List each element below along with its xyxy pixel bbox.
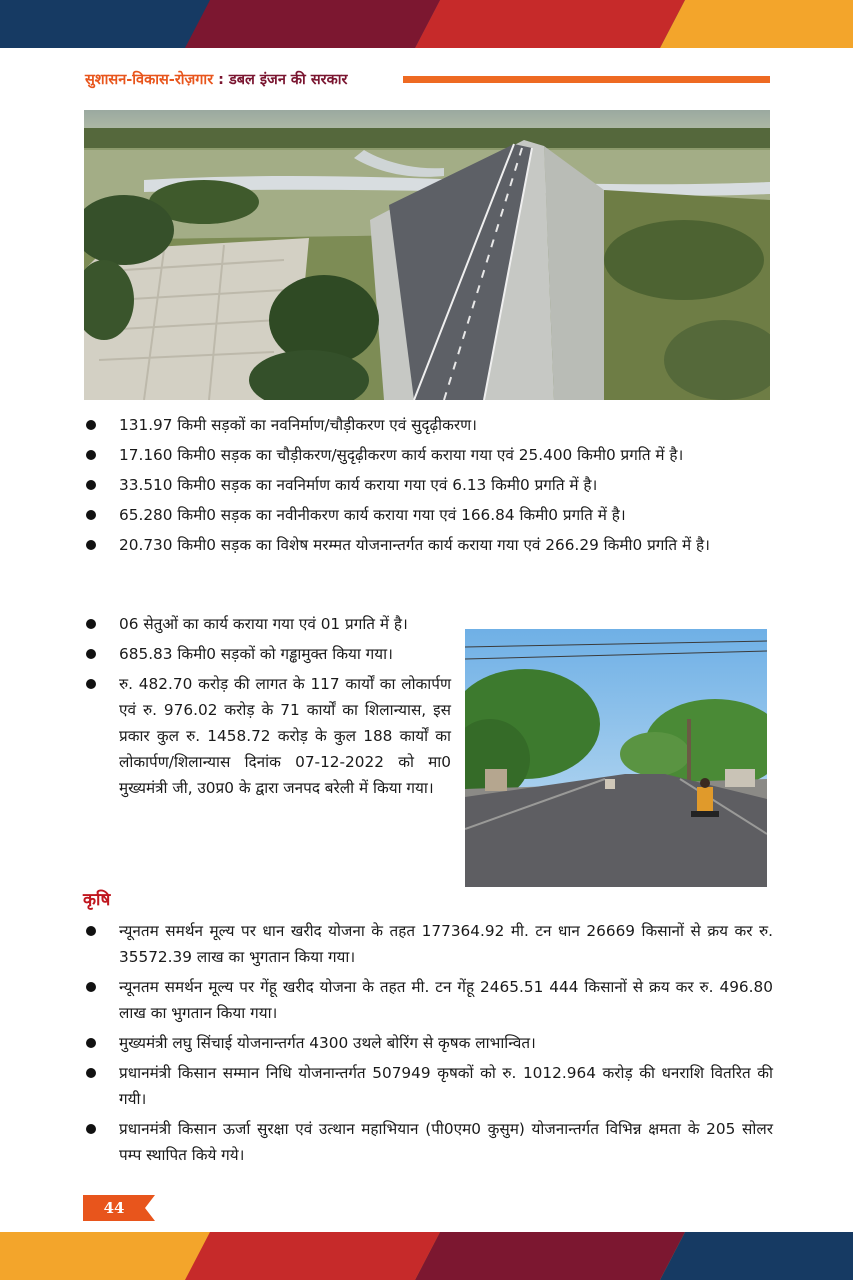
list-item: 33.510 किमी0 सड़क का नवनिर्माण कार्य कराया गया एवं 6.13 किमी0 प्रगति में है। xyxy=(83,472,773,498)
list-item: 20.730 किमी0 सड़क का विशेष मरम्मत योजनान्तर्गत कार्य कराया गया एवं 266.29 किमी0 प्रगति में है। xyxy=(83,532,773,558)
road-bridge-photo xyxy=(84,110,770,400)
agriculture-heading: कृषि xyxy=(83,890,111,910)
page-number: 44 xyxy=(103,1199,125,1217)
list-item: प्रधानमंत्री किसान ऊर्जा सुरक्षा एवं उत्थान महाभियान (पी0एम0 कुसुम) योजनान्तर्गत विभिन्न क्षमता के 205 सोलर पम्प स्थापित किये गये। xyxy=(83,1116,773,1168)
list-item: रु. 482.70 करोड़ की लागत के 117 कार्यों का लोकार्पण एवं रु. 976.02 करोड़ के 71 कार्यों का शिलान्यास, इस प्रकार कुल रु. 1458.72 करोड़ के कुल 188 कार्यों का लोकार्पण/शिलान्यास दिनांक 07-12-2022 को मा0 मुख्यमंत्री जी, उ0प्र0 के द्वारा जनपद बरेली में किया गया। xyxy=(83,671,451,801)
list-item: 06 सेतुओं का कार्य कराया गया एवं 01 प्रगति में है। xyxy=(83,611,451,637)
agriculture-bullet-list xyxy=(83,918,773,1172)
list-item: 685.83 किमी0 सड़कों को गड्ढामुक्त किया गया। xyxy=(83,641,451,667)
list-item: 131.97 किमी सड़कों का नवनिर्माण/चौड़ीकरण एवं सुदृढ़ीकरण। xyxy=(83,412,773,438)
roads-bullet-list xyxy=(83,412,773,562)
list-item: 17.160 किमी0 सड़क का चौड़ीकरण/सुदृढ़ीकरण कार्य कराया गया एवं 25.400 किमी0 प्रगति में है। xyxy=(83,442,773,468)
list-item: न्यूनतम समर्थन मूल्य पर धान खरीद योजना के तहत 177364.92 मी. टन धान 26669 किसानों से क्रय कर रु. 35572.39 लाख का भुगतान किया गया। xyxy=(83,918,773,970)
page-number-tab xyxy=(83,1195,155,1221)
page-header xyxy=(85,68,770,92)
top-color-band xyxy=(0,0,853,48)
list-item: 65.280 किमी0 सड़क का नवीनीकरण कार्य कराया गया एवं 166.84 किमी0 प्रगति में है। xyxy=(83,502,773,528)
header-title: सुशासन-विकास-रोज़गार : डबल इंजन की सरकार xyxy=(85,72,348,88)
header-rule xyxy=(403,76,770,83)
list-item: मुख्यमंत्री लघु सिंचाई योजनान्तर्गत 4300 उथले बोरिंग से कृषक लाभान्वित। xyxy=(83,1030,773,1056)
list-item: न्यूनतम समर्थन मूल्य पर गेंहू खरीद योजना के तहत मी. टन गेंहू 2465.51 444 किसानों से क्रय कर रु. 496.80 लाख का भुगतान किया गया। xyxy=(83,974,773,1026)
list-item: प्रधानमंत्री किसान सम्मान निधि योजनान्तर्गत 507949 कृषकों को रु. 1012.964 करोड़ की धनराशि वितरित की गयी। xyxy=(83,1060,773,1112)
bottom-color-band xyxy=(0,1232,853,1280)
works-bullet-list xyxy=(83,611,451,805)
tree-lined-road-photo xyxy=(465,629,767,887)
